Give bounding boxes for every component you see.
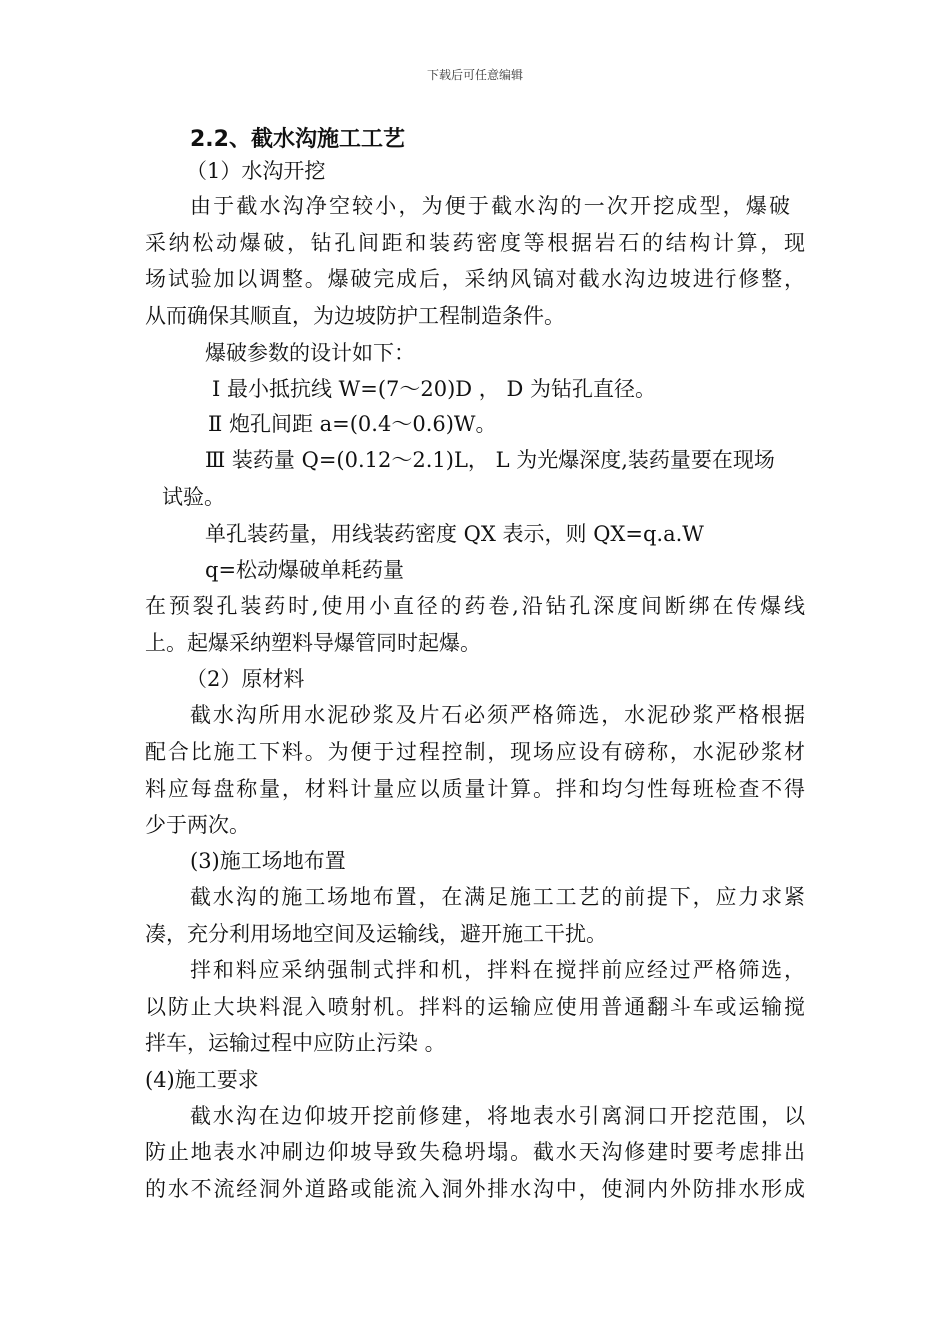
paragraph-line: 试验。 xyxy=(162,485,225,509)
formula-line: 单孔装药量，用线装药密度 QX 表示，则 QX=q.a.W xyxy=(205,522,704,546)
paragraph-line: 拌和料应采纳强制式拌和机，拌料在搅拌前应经过严格筛选， xyxy=(190,958,805,982)
paragraph-line: 以防止大块料混入喷射机。拌料的运输应使用普通翻斗车或运输搅 xyxy=(145,995,805,1019)
formula-line: Ⅲ 装药量 Q=(0.12～2.1)L， L 为光爆深度,装药量要在现场 xyxy=(205,448,775,472)
paragraph-line: 采纳松动爆破，钻孔间距和装药密度等根据岩石的结构计算，现 xyxy=(145,231,805,255)
page-header: 下载后可任意编辑 xyxy=(426,68,523,82)
paragraph-line: 少于两次。 xyxy=(145,813,250,837)
formula-line: Ⅰ 最小抵抗线 W=(7～20)D ， D 为钻孔直径。 xyxy=(212,377,656,401)
section-heading: 2.2、截水沟施工工艺 xyxy=(190,127,405,152)
paragraph-line: 的水不流经洞外道路或能流入洞外排水沟中，使洞内外防排水形成 xyxy=(145,1177,805,1201)
paragraph-line: 防止地表水冲刷边仰坡导致失稳坍塌。截水天沟修建时要考虑排出 xyxy=(145,1140,805,1164)
paragraph-line: 配合比施工下料。为便于过程控制，现场应设有磅称，水泥砂浆材 xyxy=(145,740,805,764)
paragraph-line: 截水沟在边仰坡开挖前修建，将地表水引离洞口开挖范围，以 xyxy=(190,1104,805,1128)
paragraph-line: 凑，充分利用场地空间及运输线，避开施工干扰。 xyxy=(145,922,607,946)
subsection-title: (3)施工场地布置 xyxy=(190,849,346,873)
subsection-title: （2）原材料 xyxy=(186,667,305,691)
paragraph-line: 上。起爆采纳塑料导爆管同时起爆。 xyxy=(145,631,481,655)
paragraph-line: 料应每盘称量，材料计量应以质量计算。拌和均匀性每班检查不得 xyxy=(145,777,805,801)
subsection-title: (4)施工要求 xyxy=(145,1068,259,1092)
subsection-title: （1）水沟开挖 xyxy=(186,159,326,183)
formula-line: q=松动爆破单耗药量 xyxy=(205,558,405,582)
paragraph-line: 从而确保其顺直，为边坡防护工程制造条件。 xyxy=(145,304,565,328)
paragraph-line: 截水沟的施工场地布置，在满足施工工艺的前提下，应力求紧 xyxy=(190,885,805,909)
paragraph-line: 爆破参数的设计如下： xyxy=(205,341,415,365)
paragraph-line: 截水沟所用水泥砂浆及片石必须严格筛选，水泥砂浆严格根据 xyxy=(190,703,805,727)
paragraph-line: 由于截水沟净空较小，为便于截水沟的一次开挖成型，爆破 xyxy=(190,194,790,218)
formula-line: Ⅱ 炮孔间距 a=(0.4～0.6)W。 xyxy=(208,412,497,436)
paragraph-line: 拌车，运输过程中应防止污染 。 xyxy=(145,1031,446,1055)
paragraph-line: 在预裂孔装药时,使用小直径的药卷,沿钻孔深度间断绑在传爆线 xyxy=(145,594,805,618)
paragraph-line: 场试验加以调整。爆破完成后，采纳风镐对截水沟边坡进行修整， xyxy=(145,267,805,291)
